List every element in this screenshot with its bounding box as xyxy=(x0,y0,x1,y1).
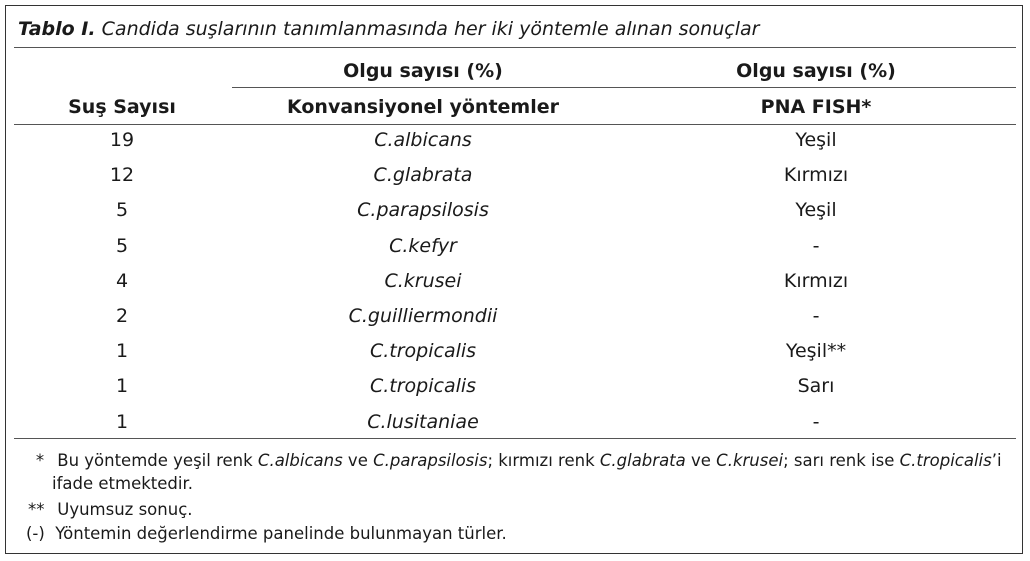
row-pnafish-result: Yeşil** xyxy=(785,340,847,363)
table-caption xyxy=(18,18,759,40)
row-strain-count: 5 xyxy=(115,199,129,222)
header-pnafish-bottom: PNA FISH* xyxy=(760,96,872,118)
row-strain-count: 19 xyxy=(109,129,135,151)
caption-text: Candida suşlarının tanımlanmasında her iki yöntemle alınan sonuçlar xyxy=(101,18,760,40)
row-species: C.guilliermondii xyxy=(348,305,498,327)
row-species: C.lusitaniae xyxy=(367,410,479,433)
row-pnafish-result: Kırmızı xyxy=(783,164,849,187)
footnote-1-species: C.krusei xyxy=(716,451,784,470)
footnote-3-text: Yöntemin değerlendirme panelinde bulunmayan türler. xyxy=(55,524,507,543)
row-strain-count: 4 xyxy=(115,269,129,292)
header-bottom-rule xyxy=(14,124,1016,125)
row-pnafish-result: - xyxy=(812,305,820,327)
header-pnafish-top: Olgu sayısı (%) xyxy=(736,60,896,82)
row-species: C.tropicalis xyxy=(369,340,477,363)
row-pnafish-result: - xyxy=(812,410,820,433)
footnote-1-text: ; kırmızı renk xyxy=(487,451,600,470)
row-pnafish-result: - xyxy=(812,234,820,257)
row-strain-count: 5 xyxy=(115,234,129,257)
footnote-2-text: Uyumsuz sonuç. xyxy=(57,500,193,519)
header-strain-count: Suş Sayısı xyxy=(68,96,176,118)
table-bottom-rule xyxy=(14,438,1016,439)
row-species: C.tropicalis xyxy=(369,375,477,398)
row-pnafish-result: Kırmızı xyxy=(783,269,849,292)
row-species: C.parapsilosis xyxy=(357,199,489,222)
caption-label: Tablo I. xyxy=(18,18,96,40)
row-strain-count: 1 xyxy=(115,375,129,398)
footnote-1-line2: ifade etmektedir. xyxy=(52,474,193,493)
row-species: C.krusei xyxy=(384,269,462,292)
footnote-2 xyxy=(28,500,193,519)
row-strain-count: 1 xyxy=(115,410,129,433)
footnote-1-species: C.parapsilosis xyxy=(373,451,488,470)
footnote-2-marker: ** xyxy=(28,500,45,519)
footnote-1-marker: * xyxy=(35,451,45,470)
row-pnafish-result: Sarı xyxy=(797,375,835,398)
footnote-1-species: C.albicans xyxy=(257,451,343,470)
row-pnafish-result: Yeşil xyxy=(795,199,837,222)
row-pnafish-result: Yeşil xyxy=(795,129,837,151)
footnote-3-marker: (-) xyxy=(26,524,45,543)
row-strain-count: 2 xyxy=(115,305,129,327)
footnote-1-text: ’i xyxy=(991,451,1002,470)
header-conventional-bottom: Konvansiyonel yöntemler xyxy=(286,96,560,118)
footnote-1-text: ve xyxy=(685,451,717,470)
footnote-3 xyxy=(26,524,507,543)
footnote-1-text: ve xyxy=(342,451,374,470)
row-strain-count: 1 xyxy=(115,340,129,363)
row-species: C.glabrata xyxy=(373,164,473,187)
footnote-1-species: C.tropicalis xyxy=(899,451,992,470)
subheader-rule xyxy=(232,87,1016,88)
row-species: C.kefyr xyxy=(389,234,457,257)
row-species: C.albicans xyxy=(374,129,472,151)
row-strain-count: 12 xyxy=(109,164,135,187)
header-conventional-top: Olgu sayısı (%) xyxy=(343,60,503,82)
top-rule xyxy=(14,47,1016,48)
footnote-1-text: Bu yöntemde yeşil renk xyxy=(57,451,258,470)
footnote-1 xyxy=(28,451,1002,470)
footnote-1-text: ; sarı renk ise xyxy=(783,451,900,470)
footnote-1-species: C.glabrata xyxy=(599,451,686,470)
